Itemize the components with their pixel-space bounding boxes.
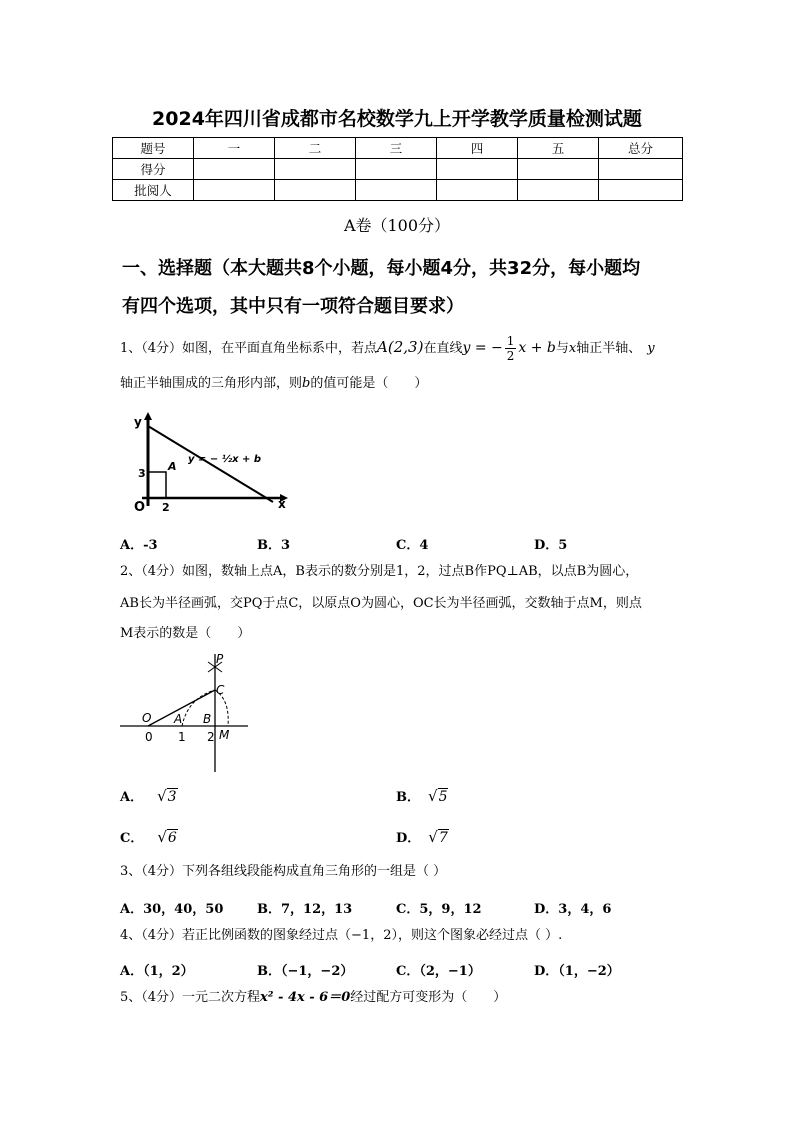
score-cell xyxy=(599,180,683,201)
q1-line2 xyxy=(120,368,686,400)
q2-option-d xyxy=(396,827,449,846)
y-axis-arrow xyxy=(144,412,152,420)
q1-option-a: A．-3 xyxy=(120,538,158,553)
score-header-cell: 总分 xyxy=(599,138,683,159)
score-cell xyxy=(356,180,437,201)
sqrt-icon: √ xyxy=(428,787,438,805)
sqrt-icon: √ xyxy=(157,787,167,805)
score-table-row xyxy=(113,180,683,201)
q2-line2: AB长为半径画弧，交PQ于点C，以原点O为圆心，OC长为半径画弧，交数轴于点M，则点 xyxy=(120,596,642,611)
line-equation-label: y = − ½x + b xyxy=(188,454,262,465)
score-cell xyxy=(518,180,599,201)
q4-option-d: D．（1，−2） xyxy=(534,964,620,979)
volume-title: A卷（100分） xyxy=(343,216,451,235)
label-o: O xyxy=(142,711,152,725)
score-header-cell: 一 xyxy=(194,138,275,159)
q1-line2-b: 的值可能是（ ） xyxy=(310,376,428,391)
q2-option-c xyxy=(120,827,178,846)
q3-option-b: B．7，12，13 xyxy=(257,902,353,917)
score-row-label: 批阅人 xyxy=(113,180,194,201)
score-header-cell: 五 xyxy=(518,138,599,159)
score-cell xyxy=(275,180,356,201)
origin-label: O xyxy=(134,500,146,515)
q1-prefix: 1、（4分）如图，在平面直角坐标系中，若点 xyxy=(120,341,378,356)
label-c: C xyxy=(216,683,225,697)
score-table-row xyxy=(113,159,683,180)
x-axis-label: x xyxy=(278,497,286,511)
sqrt-icon: √ xyxy=(428,828,438,846)
q2-option-b-letter: B． xyxy=(396,790,420,805)
y-axis-label: y xyxy=(134,415,142,429)
point-a-label: A xyxy=(168,460,177,473)
q4-option-b: B．（−1，−2） xyxy=(257,964,354,979)
q1-line1 xyxy=(120,331,686,365)
q1-eq-rest: x + b xyxy=(518,340,556,356)
q3-option-c: C．5，9，12 xyxy=(396,902,482,917)
q1-b-var: b xyxy=(302,376,311,391)
q2-option-a-radicand: 3 xyxy=(167,789,177,805)
q2-option-b xyxy=(396,786,448,805)
q1-y-var: y xyxy=(647,341,655,356)
label-p: P xyxy=(216,652,224,666)
score-cell xyxy=(518,159,599,180)
q1-point-guides xyxy=(148,472,166,498)
q5-text-a: 5、（4分）一元二次方程 xyxy=(120,990,261,1005)
score-header-cell: 四 xyxy=(437,138,518,159)
q3-option-a: A．30，40，50 xyxy=(120,902,224,917)
score-cell xyxy=(194,159,275,180)
score-table xyxy=(112,137,683,201)
q1-mid: 在直线 xyxy=(423,341,463,356)
label-b: B xyxy=(203,712,212,726)
score-header-cell: 题号 xyxy=(113,138,194,159)
q4-option-c: C．（2，−1） xyxy=(396,964,481,979)
q5-text-b: 经过配方可变形为（ ） xyxy=(350,990,507,1005)
score-cell xyxy=(356,159,437,180)
q1-frac-num: 1 xyxy=(506,334,515,348)
score-table-header-row xyxy=(113,138,683,159)
q5-equation: x² - 4x - 6＝0 xyxy=(260,990,351,1005)
sqrt-icon: √ xyxy=(157,828,167,846)
label-m: M xyxy=(219,728,230,742)
page-title: 2024年四川省成都市名校数学九上开学教学质量检测试题 xyxy=(152,108,642,130)
q2-option-b-radicand: 5 xyxy=(438,789,448,805)
q2-option-c-radicand: 6 xyxy=(167,830,177,846)
q2-line3: M表示的数是（ ） xyxy=(120,626,251,641)
q3-option-d: D．3，4，6 xyxy=(534,902,612,917)
q1-line2-a: 轴正半轴围成的三角形内部，则 xyxy=(120,376,303,391)
q1-point: A(2,3) xyxy=(377,338,424,356)
label-a: A xyxy=(174,712,183,726)
q1-figure xyxy=(128,410,298,520)
q2-option-d-radicand: 7 xyxy=(438,830,448,846)
q4-text: 4、（4分）若正比例函数的图象经过点（−1，2），则这个图象必经过点（ ）. xyxy=(120,928,563,943)
score-header-cell: 三 xyxy=(356,138,437,159)
tick-label-1: 1 xyxy=(178,730,186,744)
score-cell xyxy=(194,180,275,201)
q1-mid3: 轴正半轴、 xyxy=(576,341,642,356)
q2-option-c-letter: C． xyxy=(120,831,144,846)
q1-x-var: x xyxy=(568,341,577,356)
score-cell xyxy=(599,159,683,180)
q3-text: 3、（4分）下列各组线段能构成直角三角形的一组是（ ） xyxy=(120,864,447,879)
q1-eq-y: y = − xyxy=(462,340,503,356)
q1-option-d: D．5 xyxy=(534,538,568,553)
q1-mid2: 与 xyxy=(555,341,569,356)
score-row-label: 得分 xyxy=(113,159,194,180)
q1-frac-den: 2 xyxy=(506,349,515,363)
q2-option-d-letter: D． xyxy=(396,831,421,846)
score-cell xyxy=(437,180,518,201)
q1-fraction xyxy=(505,334,517,363)
q1-option-c: C．4 xyxy=(396,538,429,553)
tick-label-2: 2 xyxy=(162,501,170,514)
section-heading-line1: 一、选择题（本大题共8个小题，每小题4分，共32分，每小题均 xyxy=(122,258,641,279)
q2-line1: 2、（4分）如图，数轴上点A，B表示的数分别是1，2，过点B作PQ⊥AB，以点B为圆心， xyxy=(120,564,639,579)
q2-option-a-letter: A． xyxy=(120,790,144,805)
score-cell xyxy=(275,159,356,180)
q5-text xyxy=(120,982,686,1014)
tick-label-0: 0 xyxy=(145,730,153,744)
tick-label-3: 3 xyxy=(138,467,146,480)
q1-option-b: B．3 xyxy=(257,538,291,553)
q2-figure xyxy=(118,650,253,775)
section-heading-line2: 有四个选项，其中只有一项符合题目要求） xyxy=(122,296,464,317)
q4-option-a: A．（1，2） xyxy=(120,964,194,979)
score-header-cell: 二 xyxy=(275,138,356,159)
q2-option-a xyxy=(120,786,178,805)
tick-label-2: 2 xyxy=(207,730,215,744)
score-cell xyxy=(437,159,518,180)
